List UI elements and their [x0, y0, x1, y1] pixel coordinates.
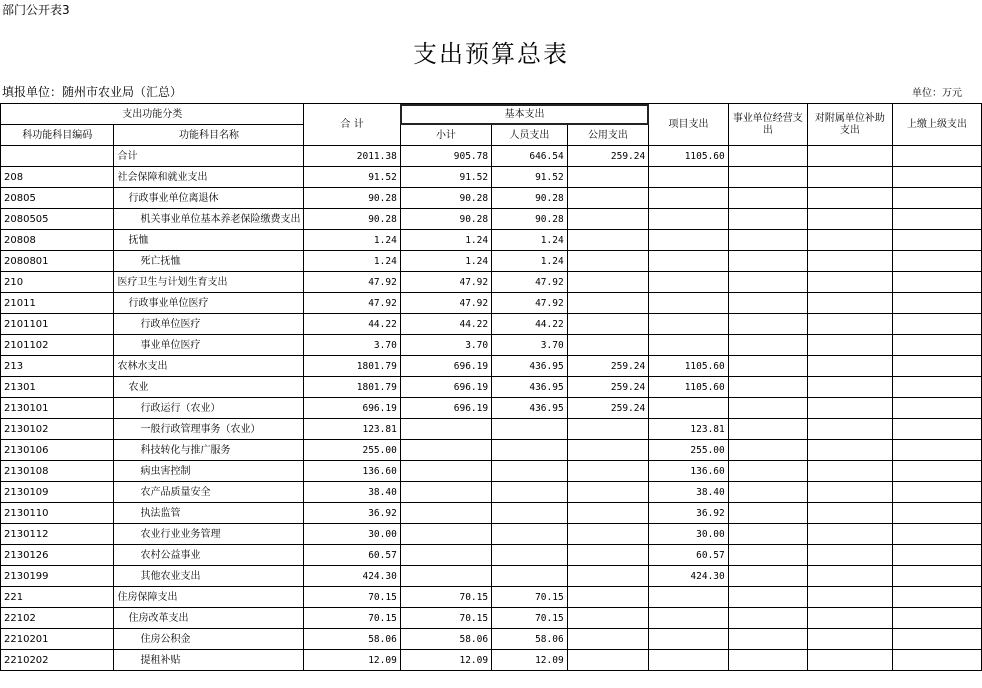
cell-subsidy	[807, 293, 892, 314]
cell-upper	[892, 608, 981, 629]
cell-personnel: 12.09	[492, 650, 568, 671]
form-number-label: 部门公开表3	[2, 3, 70, 17]
cell-name: 住房保障支出	[114, 587, 304, 608]
cell-biz-operation	[728, 314, 807, 335]
cell-upper	[892, 293, 981, 314]
cell-code: 2130102	[1, 419, 114, 440]
cell-total: 47.92	[304, 272, 400, 293]
cell-name: 行政事业单位离退休	[114, 188, 304, 209]
cell-public: 259.24	[567, 356, 649, 377]
cell-upper	[892, 461, 981, 482]
cell-personnel: 3.70	[492, 335, 568, 356]
cell-upper	[892, 146, 981, 167]
cell-personnel	[492, 440, 568, 461]
table-row	[1, 356, 982, 377]
cell-personnel	[492, 482, 568, 503]
cell-biz-operation	[728, 398, 807, 419]
cell-upper	[892, 335, 981, 356]
cell-total: 70.15	[304, 587, 400, 608]
cell-subtotal: 905.78	[400, 146, 491, 167]
cell-upper	[892, 188, 981, 209]
cell-personnel: 58.06	[492, 629, 568, 650]
header-upper: 上缴上级支出	[892, 104, 981, 146]
cell-public	[567, 209, 649, 230]
expenditure-budget-table	[0, 103, 982, 671]
cell-biz-operation	[728, 461, 807, 482]
cell-public	[567, 587, 649, 608]
table-row	[1, 251, 982, 272]
cell-biz-operation	[728, 377, 807, 398]
cell-biz-operation	[728, 566, 807, 587]
cell-name: 行政运行（农业）	[114, 398, 304, 419]
cell-subsidy	[807, 398, 892, 419]
cell-project: 1105.60	[649, 377, 729, 398]
cell-name: 病虫害控制	[114, 461, 304, 482]
cell-name: 农村公益事业	[114, 545, 304, 566]
cell-project	[649, 209, 729, 230]
table-row	[1, 167, 982, 188]
cell-code: 2130199	[1, 566, 114, 587]
cell-upper	[892, 209, 981, 230]
cell-upper	[892, 440, 981, 461]
table-row	[1, 461, 982, 482]
cell-public: 259.24	[567, 146, 649, 167]
cell-total: 696.19	[304, 398, 400, 419]
cell-name: 其他农业支出	[114, 566, 304, 587]
table-row	[1, 335, 982, 356]
cell-subtotal: 58.06	[400, 629, 491, 650]
cell-biz-operation	[728, 482, 807, 503]
cell-code: 21301	[1, 377, 114, 398]
cell-subtotal: 3.70	[400, 335, 491, 356]
cell-upper	[892, 629, 981, 650]
cell-subtotal	[400, 461, 491, 482]
cell-subsidy	[807, 335, 892, 356]
cell-total: 90.28	[304, 209, 400, 230]
cell-name: 农林水支出	[114, 356, 304, 377]
cell-subtotal	[400, 566, 491, 587]
cell-code: 21011	[1, 293, 114, 314]
header-subtotal: 小计	[400, 125, 491, 146]
cell-biz-operation	[728, 419, 807, 440]
cell-public	[567, 293, 649, 314]
cell-subtotal: 91.52	[400, 167, 491, 188]
cell-code: 210	[1, 272, 114, 293]
cell-project: 424.30	[649, 566, 729, 587]
cell-subtotal: 1.24	[400, 251, 491, 272]
cell-name: 农业	[114, 377, 304, 398]
cell-upper	[892, 230, 981, 251]
cell-total: 44.22	[304, 314, 400, 335]
cell-public	[567, 545, 649, 566]
cell-project	[649, 314, 729, 335]
cell-subsidy	[807, 482, 892, 503]
cell-total: 91.52	[304, 167, 400, 188]
table-row	[1, 230, 982, 251]
cell-name: 提租补贴	[114, 650, 304, 671]
cell-biz-operation	[728, 167, 807, 188]
table-row	[1, 377, 982, 398]
cell-biz-operation	[728, 293, 807, 314]
cell-project: 136.60	[649, 461, 729, 482]
cell-subsidy	[807, 608, 892, 629]
table-row	[1, 503, 982, 524]
cell-biz-operation	[728, 356, 807, 377]
cell-biz-operation	[728, 524, 807, 545]
cell-public	[567, 650, 649, 671]
cell-upper	[892, 272, 981, 293]
cell-biz-operation	[728, 272, 807, 293]
cell-subtotal: 70.15	[400, 608, 491, 629]
cell-name: 行政事业单位医疗	[114, 293, 304, 314]
table-row	[1, 440, 982, 461]
cell-code: 2210202	[1, 650, 114, 671]
cell-subtotal: 70.15	[400, 587, 491, 608]
cell-subtotal	[400, 524, 491, 545]
cell-project	[649, 587, 729, 608]
cell-subsidy	[807, 461, 892, 482]
cell-upper	[892, 377, 981, 398]
cell-upper	[892, 419, 981, 440]
cell-subsidy	[807, 419, 892, 440]
cell-subtotal	[400, 503, 491, 524]
cell-upper	[892, 587, 981, 608]
cell-public	[567, 482, 649, 503]
cell-biz-operation	[728, 146, 807, 167]
cell-project	[649, 167, 729, 188]
cell-project: 38.40	[649, 482, 729, 503]
cell-biz-operation	[728, 650, 807, 671]
cell-code	[1, 146, 114, 167]
header-biz-operation: 事业单位经营支出	[728, 104, 807, 146]
cell-personnel	[492, 461, 568, 482]
cell-project	[649, 629, 729, 650]
cell-personnel: 70.15	[492, 587, 568, 608]
cell-upper	[892, 524, 981, 545]
table-row	[1, 314, 982, 335]
cell-total: 12.09	[304, 650, 400, 671]
cell-total: 1.24	[304, 230, 400, 251]
cell-personnel: 436.95	[492, 356, 568, 377]
cell-subtotal	[400, 545, 491, 566]
cell-subtotal: 44.22	[400, 314, 491, 335]
cell-subsidy	[807, 650, 892, 671]
cell-total: 60.57	[304, 545, 400, 566]
cell-personnel: 91.52	[492, 167, 568, 188]
cell-total: 1801.79	[304, 356, 400, 377]
cell-public	[567, 272, 649, 293]
cell-biz-operation	[728, 629, 807, 650]
cell-subtotal	[400, 440, 491, 461]
cell-subtotal: 1.24	[400, 230, 491, 251]
cell-personnel: 436.95	[492, 377, 568, 398]
cell-total: 3.70	[304, 335, 400, 356]
cell-total: 123.81	[304, 419, 400, 440]
cell-biz-operation	[728, 503, 807, 524]
cell-personnel: 646.54	[492, 146, 568, 167]
cell-public	[567, 524, 649, 545]
cell-upper	[892, 356, 981, 377]
header-name: 功能科目名称	[114, 125, 304, 146]
cell-personnel: 47.92	[492, 272, 568, 293]
cell-public	[567, 566, 649, 587]
cell-subsidy	[807, 167, 892, 188]
cell-upper	[892, 251, 981, 272]
header-project: 项目支出	[649, 104, 729, 146]
cell-name: 抚恤	[114, 230, 304, 251]
table-row	[1, 608, 982, 629]
cell-code: 2130108	[1, 461, 114, 482]
cell-upper	[892, 482, 981, 503]
cell-personnel	[492, 545, 568, 566]
cell-code: 2130106	[1, 440, 114, 461]
table-row	[1, 188, 982, 209]
cell-biz-operation	[728, 608, 807, 629]
cell-name: 执法监管	[114, 503, 304, 524]
cell-biz-operation	[728, 230, 807, 251]
cell-name: 事业单位医疗	[114, 335, 304, 356]
cell-subsidy	[807, 587, 892, 608]
cell-personnel: 47.92	[492, 293, 568, 314]
cell-biz-operation	[728, 251, 807, 272]
cell-total: 424.30	[304, 566, 400, 587]
cell-biz-operation	[728, 545, 807, 566]
cell-code: 20805	[1, 188, 114, 209]
cell-subtotal: 696.19	[400, 377, 491, 398]
cell-code: 208	[1, 167, 114, 188]
cell-public	[567, 314, 649, 335]
cell-code: 2101101	[1, 314, 114, 335]
cell-personnel: 436.95	[492, 398, 568, 419]
cell-upper	[892, 167, 981, 188]
cell-project	[649, 398, 729, 419]
cell-public	[567, 629, 649, 650]
cell-subsidy	[807, 356, 892, 377]
cell-subtotal: 47.92	[400, 293, 491, 314]
cell-public	[567, 503, 649, 524]
cell-code: 2080505	[1, 209, 114, 230]
cell-code: 213	[1, 356, 114, 377]
cell-subtotal: 696.19	[400, 356, 491, 377]
table-row	[1, 566, 982, 587]
cell-biz-operation	[728, 587, 807, 608]
cell-subsidy	[807, 629, 892, 650]
cell-total: 1801.79	[304, 377, 400, 398]
cell-name: 社会保障和就业支出	[114, 167, 304, 188]
cell-code: 2130110	[1, 503, 114, 524]
cell-personnel: 90.28	[492, 188, 568, 209]
cell-code: 22102	[1, 608, 114, 629]
cell-code: 20808	[1, 230, 114, 251]
reporting-unit: 填报单位：随州市农业局（汇总）	[2, 85, 183, 99]
cell-public	[567, 461, 649, 482]
cell-personnel	[492, 524, 568, 545]
cell-subtotal	[400, 419, 491, 440]
cell-public	[567, 167, 649, 188]
table-row	[1, 293, 982, 314]
cell-subsidy	[807, 251, 892, 272]
cell-name: 死亡抚恤	[114, 251, 304, 272]
cell-total: 30.00	[304, 524, 400, 545]
cell-total: 90.28	[304, 188, 400, 209]
cell-project	[649, 650, 729, 671]
page-title: 支出预算总表	[413, 40, 569, 68]
cell-public	[567, 188, 649, 209]
cell-subsidy	[807, 188, 892, 209]
cell-name: 一般行政管理事务（农业）	[114, 419, 304, 440]
cell-project: 1105.60	[649, 356, 729, 377]
table-row	[1, 629, 982, 650]
cell-public	[567, 440, 649, 461]
cell-subsidy	[807, 230, 892, 251]
cell-name: 合计	[114, 146, 304, 167]
cell-biz-operation	[728, 440, 807, 461]
cell-subsidy	[807, 440, 892, 461]
cell-upper	[892, 314, 981, 335]
cell-name: 科技转化与推广服务	[114, 440, 304, 461]
cell-total: 58.06	[304, 629, 400, 650]
cell-total: 47.92	[304, 293, 400, 314]
cell-code: 2130101	[1, 398, 114, 419]
cell-upper	[892, 566, 981, 587]
cell-personnel: 44.22	[492, 314, 568, 335]
cell-personnel: 1.24	[492, 251, 568, 272]
cell-project: 36.92	[649, 503, 729, 524]
cell-biz-operation	[728, 209, 807, 230]
header-subsidy: 对附属单位补助支出	[807, 104, 892, 146]
cell-subsidy	[807, 146, 892, 167]
cell-public	[567, 230, 649, 251]
cell-name: 住房公积金	[114, 629, 304, 650]
table-row	[1, 272, 982, 293]
cell-total: 70.15	[304, 608, 400, 629]
cell-project: 123.81	[649, 419, 729, 440]
cell-public: 259.24	[567, 398, 649, 419]
cell-subtotal: 696.19	[400, 398, 491, 419]
table-body	[1, 146, 982, 671]
cell-project	[649, 230, 729, 251]
cell-total: 2011.38	[304, 146, 400, 167]
cell-total: 36.92	[304, 503, 400, 524]
cell-code: 2210201	[1, 629, 114, 650]
table-row	[1, 482, 982, 503]
cell-code: 2130109	[1, 482, 114, 503]
cell-name: 农产品质量安全	[114, 482, 304, 503]
cell-subsidy	[807, 314, 892, 335]
cell-name: 医疗卫生与计划生育支出	[114, 272, 304, 293]
cell-total: 1.24	[304, 251, 400, 272]
cell-project: 1105.60	[649, 146, 729, 167]
cell-project	[649, 272, 729, 293]
cell-name: 农业行业业务管理	[114, 524, 304, 545]
cell-subtotal: 90.28	[400, 188, 491, 209]
cell-upper	[892, 398, 981, 419]
cell-name: 机关事业单位基本养老保险缴费支出	[114, 209, 304, 230]
cell-upper	[892, 545, 981, 566]
cell-code: 2130126	[1, 545, 114, 566]
header-code: 科功能科目编码	[1, 125, 114, 146]
cell-project: 255.00	[649, 440, 729, 461]
cell-project	[649, 293, 729, 314]
cell-project	[649, 188, 729, 209]
header-func-class: 支出功能分类	[1, 104, 304, 125]
cell-subsidy	[807, 377, 892, 398]
cell-project	[649, 251, 729, 272]
cell-public	[567, 335, 649, 356]
header-public: 公用支出	[567, 125, 649, 146]
table-row	[1, 209, 982, 230]
cell-personnel	[492, 503, 568, 524]
cell-biz-operation	[728, 335, 807, 356]
cell-code: 2080801	[1, 251, 114, 272]
cell-total: 38.40	[304, 482, 400, 503]
header-total: 合 计	[304, 104, 400, 146]
cell-subsidy	[807, 209, 892, 230]
cell-total: 255.00	[304, 440, 400, 461]
cell-code: 2130112	[1, 524, 114, 545]
cell-subsidy	[807, 545, 892, 566]
table-row	[1, 146, 982, 167]
cell-public	[567, 251, 649, 272]
cell-upper	[892, 503, 981, 524]
cell-project: 60.57	[649, 545, 729, 566]
table-row	[1, 650, 982, 671]
cell-project	[649, 335, 729, 356]
cell-biz-operation	[728, 188, 807, 209]
cell-personnel: 1.24	[492, 230, 568, 251]
cell-subtotal: 47.92	[400, 272, 491, 293]
cell-subsidy	[807, 524, 892, 545]
table-row	[1, 524, 982, 545]
cell-subsidy	[807, 566, 892, 587]
header-personnel: 人员支出	[492, 125, 568, 146]
cell-subtotal: 12.09	[400, 650, 491, 671]
table-row	[1, 587, 982, 608]
cell-code: 221	[1, 587, 114, 608]
currency-unit: 单位：万元	[912, 88, 962, 99]
cell-project	[649, 608, 729, 629]
cell-public	[567, 608, 649, 629]
cell-personnel: 70.15	[492, 608, 568, 629]
cell-personnel: 90.28	[492, 209, 568, 230]
table-row	[1, 419, 982, 440]
cell-upper	[892, 650, 981, 671]
header-basic: 基本支出	[400, 104, 648, 125]
cell-subtotal: 90.28	[400, 209, 491, 230]
cell-code: 2101102	[1, 335, 114, 356]
cell-personnel	[492, 566, 568, 587]
cell-subsidy	[807, 503, 892, 524]
cell-project: 30.00	[649, 524, 729, 545]
cell-public: 259.24	[567, 377, 649, 398]
cell-subsidy	[807, 272, 892, 293]
table-row	[1, 545, 982, 566]
cell-name: 行政单位医疗	[114, 314, 304, 335]
cell-public	[567, 419, 649, 440]
cell-personnel	[492, 419, 568, 440]
table-row	[1, 398, 982, 419]
cell-subtotal	[400, 482, 491, 503]
cell-name: 住房改革支出	[114, 608, 304, 629]
cell-total: 136.60	[304, 461, 400, 482]
